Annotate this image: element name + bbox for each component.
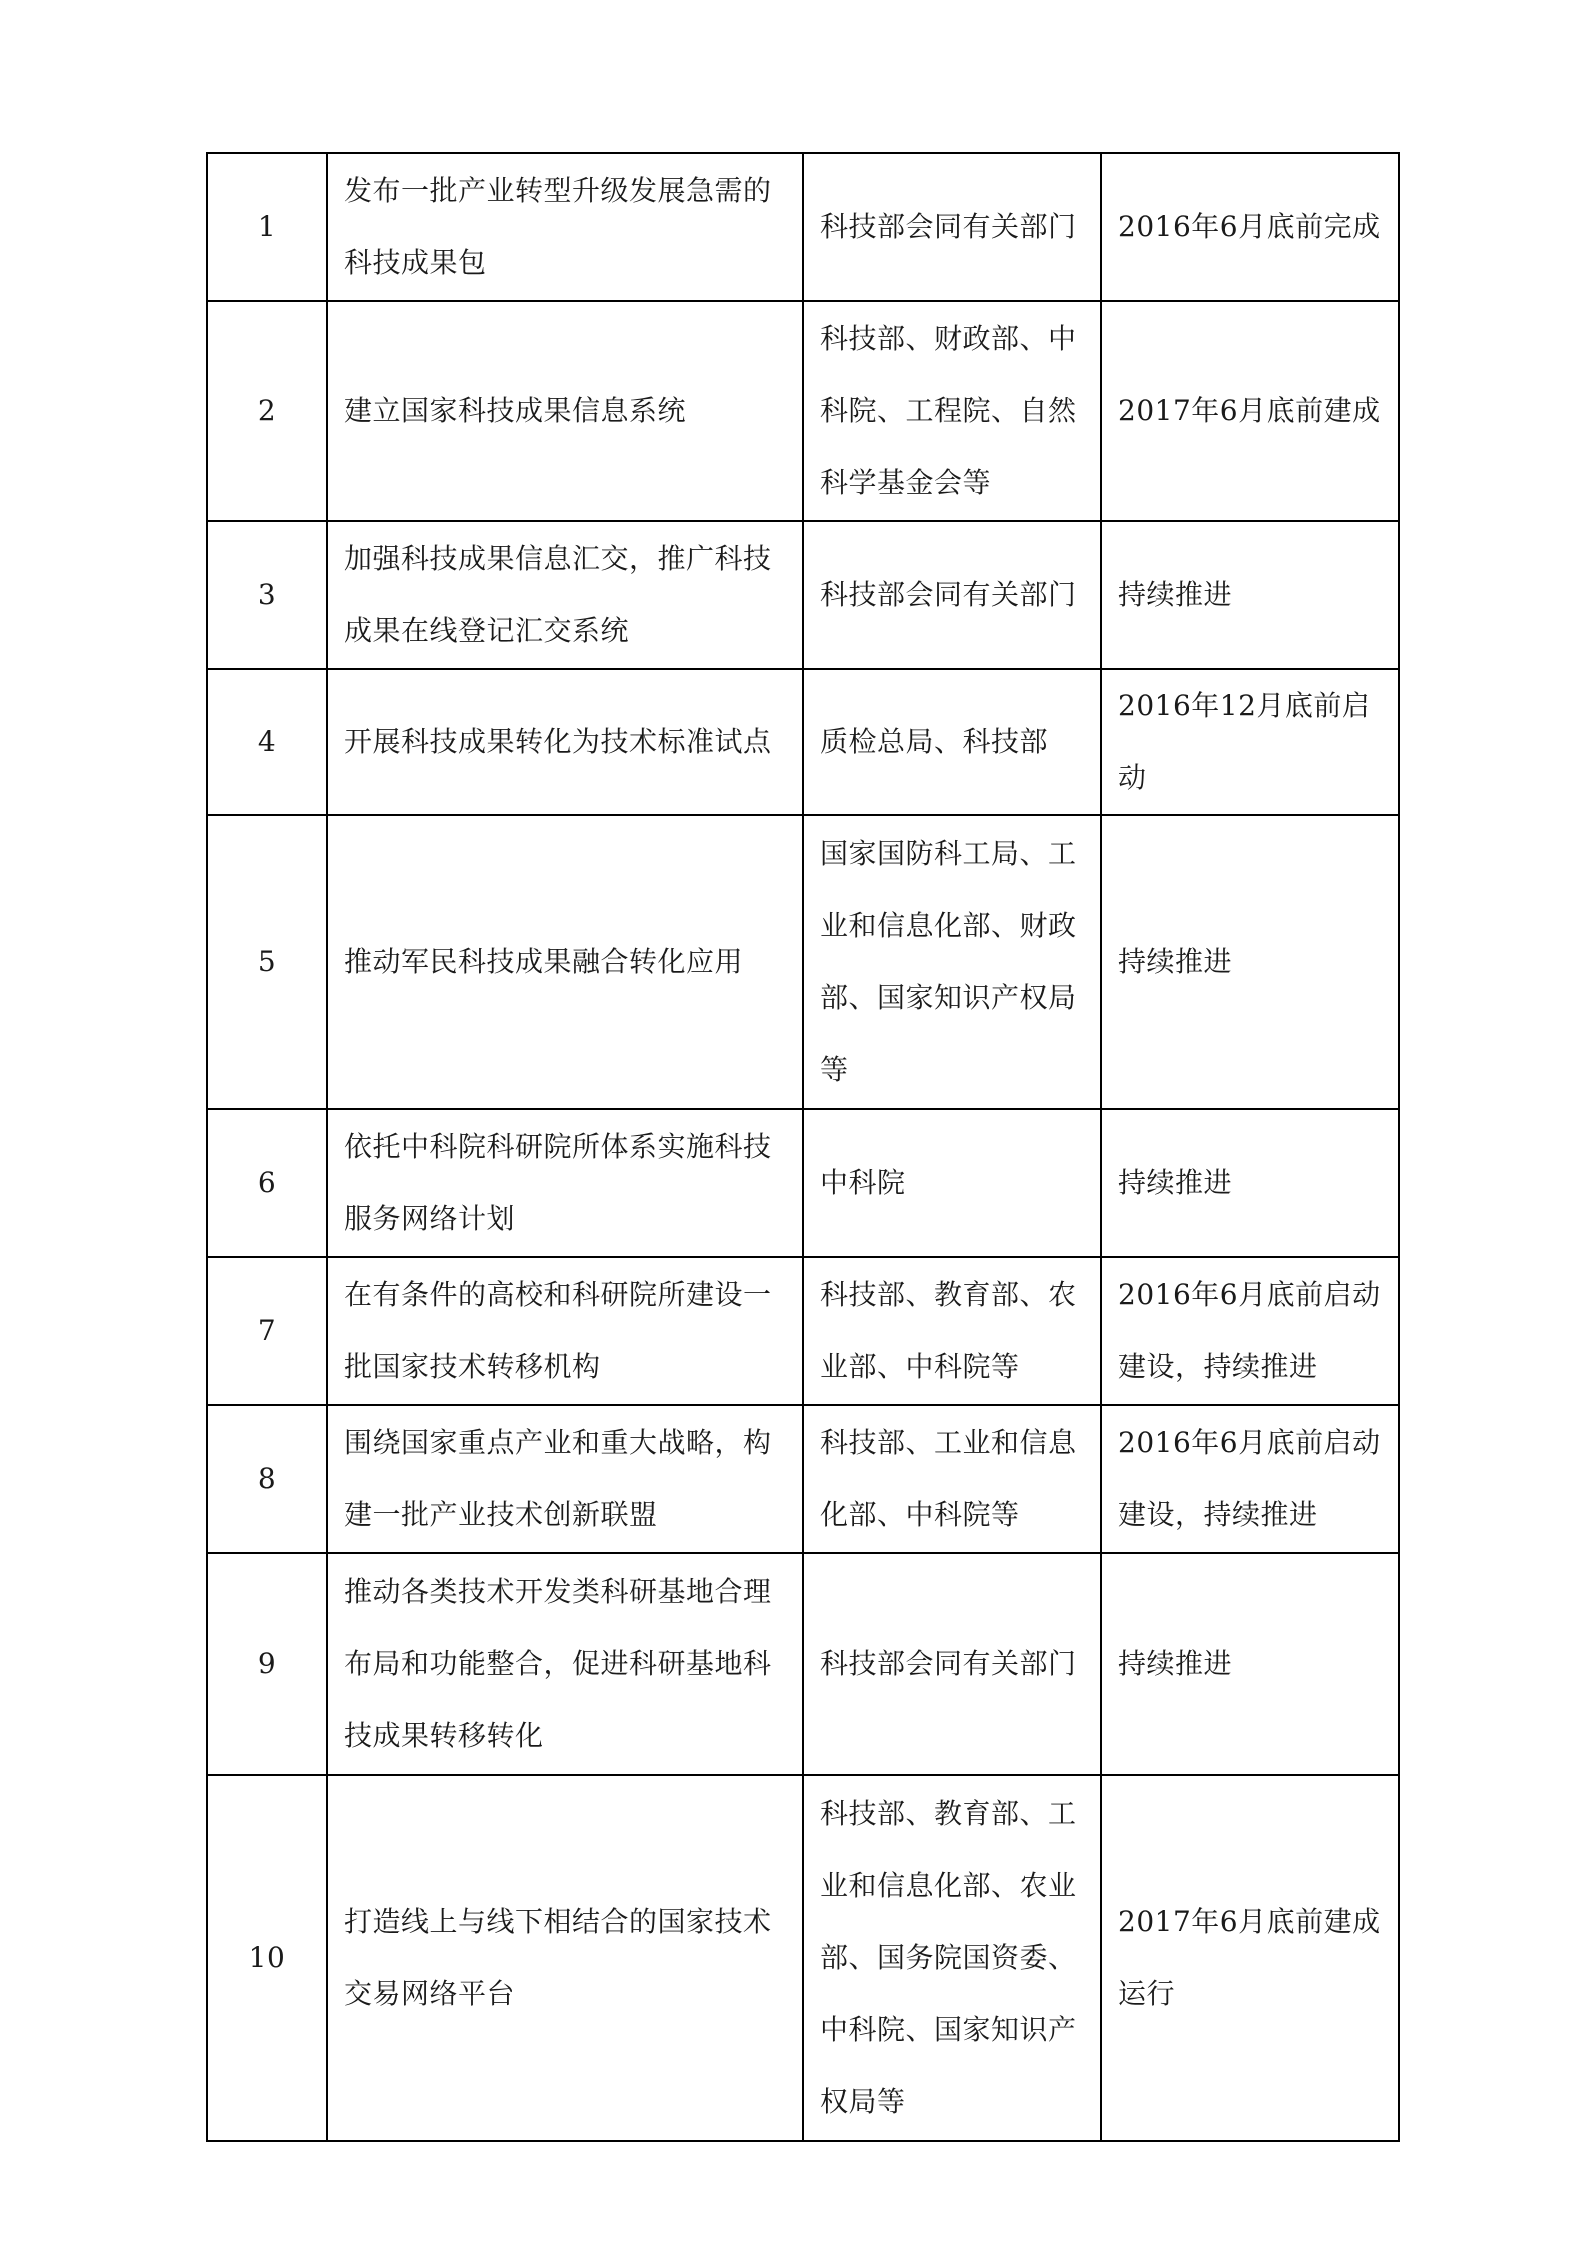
row-number: 6 [207, 1109, 327, 1257]
timeline-cell: 2016年6月底前启动 建设，持续推进 [1101, 1257, 1399, 1405]
department-cell: 科技部、财政部、中 科院、工程院、自然 科学基金会等 [803, 301, 1101, 521]
row-number: 7 [207, 1257, 327, 1405]
row-number: 2 [207, 301, 327, 521]
table-row [207, 153, 1399, 301]
row-number: 9 [207, 1553, 327, 1775]
timeline-cell: 2016年6月底前完成 [1101, 153, 1399, 301]
table-row [207, 1257, 1399, 1405]
row-number: 3 [207, 521, 327, 669]
timeline-cell: 持续推进 [1101, 815, 1399, 1109]
department-cell: 科技部会同有关部门 [803, 521, 1101, 669]
timeline-cell: 2017年6月底前建成 [1101, 301, 1399, 521]
table-row [207, 1109, 1399, 1257]
task-cell: 在有条件的高校和科研院所建设一 批国家技术转移机构 [327, 1257, 803, 1405]
department-cell: 科技部、教育部、农 业部、中科院等 [803, 1257, 1101, 1405]
task-table [206, 152, 1400, 2142]
row-number: 8 [207, 1405, 327, 1553]
row-number: 4 [207, 669, 327, 815]
table-row [207, 669, 1399, 815]
timeline-cell: 持续推进 [1101, 1553, 1399, 1775]
table-row [207, 1553, 1399, 1775]
task-cell: 推动各类技术开发类科研基地合理 布局和功能整合，促进科研基地科 技成果转移转化 [327, 1553, 803, 1775]
row-number: 1 [207, 153, 327, 301]
table-row [207, 1405, 1399, 1553]
row-number: 10 [207, 1775, 327, 2141]
table-row [207, 301, 1399, 521]
task-cell: 加强科技成果信息汇交，推广科技 成果在线登记汇交系统 [327, 521, 803, 669]
table-row [207, 815, 1399, 1109]
task-cell: 发布一批产业转型升级发展急需的 科技成果包 [327, 153, 803, 301]
task-cell: 推动军民科技成果融合转化应用 [327, 815, 803, 1109]
task-cell: 围绕国家重点产业和重大战略，构 建一批产业技术创新联盟 [327, 1405, 803, 1553]
task-cell: 开展科技成果转化为技术标准试点 [327, 669, 803, 815]
table-row [207, 1775, 1399, 2141]
task-cell: 依托中科院科研院所体系实施科技 服务网络计划 [327, 1109, 803, 1257]
department-cell: 科技部会同有关部门 [803, 1553, 1101, 1775]
department-cell: 国家国防科工局、工 业和信息化部、财政 部、国家知识产权局 等 [803, 815, 1101, 1109]
table-row [207, 521, 1399, 669]
timeline-cell: 持续推进 [1101, 1109, 1399, 1257]
task-cell: 建立国家科技成果信息系统 [327, 301, 803, 521]
timeline-cell: 2016年6月底前启动 建设，持续推进 [1101, 1405, 1399, 1553]
department-cell: 质检总局、科技部 [803, 669, 1101, 815]
department-cell: 中科院 [803, 1109, 1101, 1257]
timeline-cell: 2016年12月底前启动 [1101, 669, 1399, 815]
timeline-cell: 持续推进 [1101, 521, 1399, 669]
department-cell: 科技部会同有关部门 [803, 153, 1101, 301]
department-cell: 科技部、工业和信息 化部、中科院等 [803, 1405, 1101, 1553]
task-cell: 打造线上与线下相结合的国家技术 交易网络平台 [327, 1775, 803, 2141]
row-number: 5 [207, 815, 327, 1109]
department-cell: 科技部、教育部、工 业和信息化部、农业 部、国务院国资委、 中科院、国家知识产 权局等 [803, 1775, 1101, 2141]
timeline-cell: 2017年6月底前建成 运行 [1101, 1775, 1399, 2141]
